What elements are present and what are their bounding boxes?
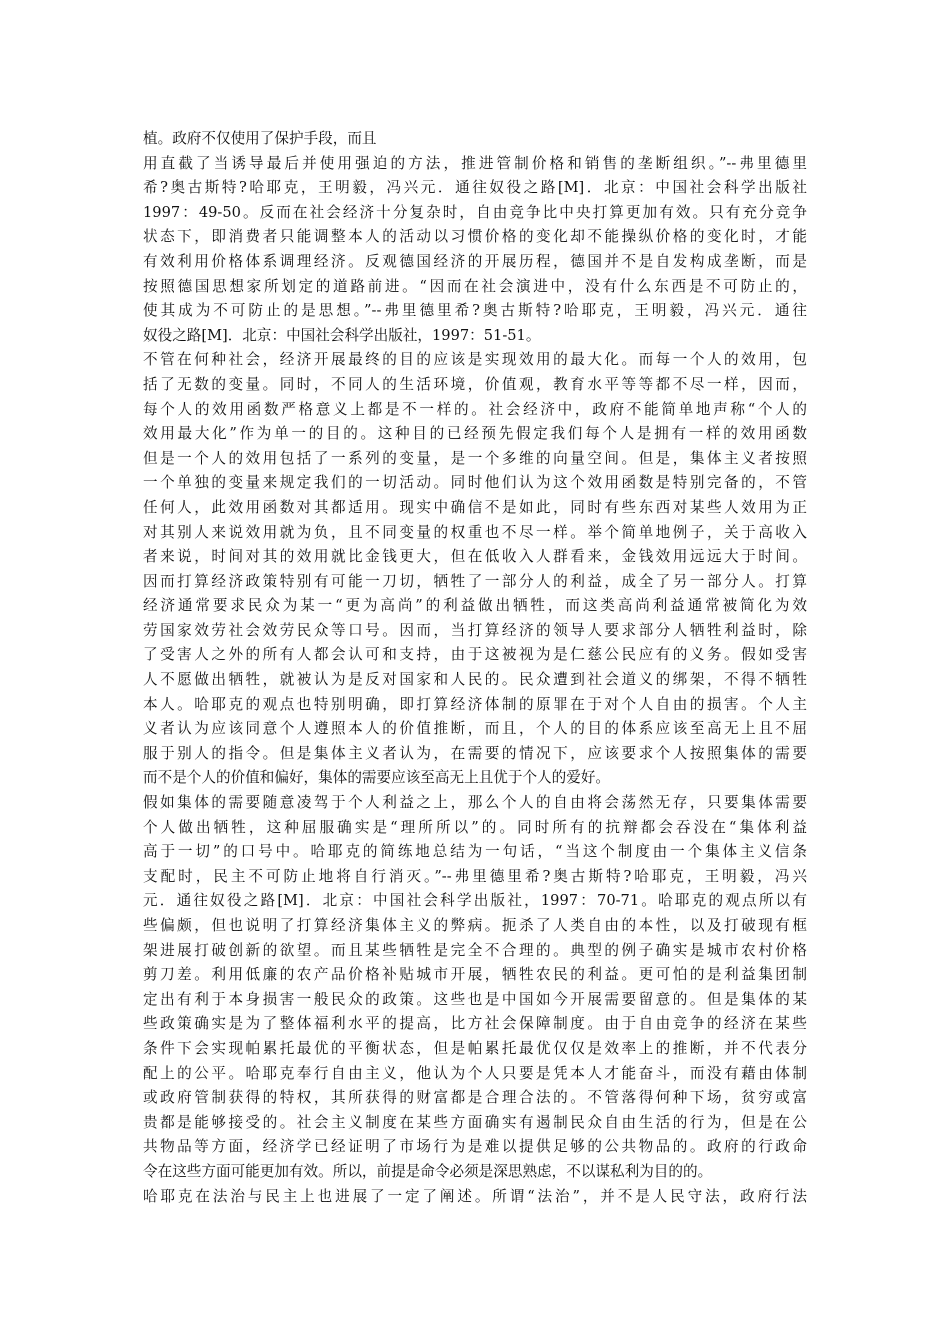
text-line: 些政策确实是为了整体福利水平的提高，比方社会保障制度。由于自由竞争的经济在某些 [143, 1015, 807, 1033]
text-line: 配上的公平。哈耶克奉行自由主义，他认为个人只要是凭本人才能奋斗，而没有藉由体制 [143, 1064, 807, 1082]
text-line: 按照德国思想家所划定的道路前进。“因而在社会演进中，没有什么东西是不可防止的， [143, 277, 807, 295]
text-line: 任何人，此效用函数对其都适用。现实中确信不是如此，同时有些东西对某些人效用为正 [143, 498, 807, 516]
text-line: 奴役之路[M]．北京：中国社会科学出版社，1997：51-51。 [143, 326, 541, 344]
text-line: 一个单独的变量来规定我们的一切活动。同时他们认为这个效用函数是特别完备的，不管 [143, 474, 807, 492]
text-line: 劳国家效劳社会效劳民众等口号。因而，当打算经济的领导人要求部分人牺牲利益时，除 [143, 621, 807, 639]
text-line: 用直截了当诱导最后并使用强迫的方法，推进管制价格和销售的垄断组织。”--弗里德里 [143, 154, 807, 172]
text-line: 哈耶克在法治与民主上也进展了一定了阐述。所谓“法治”，并不是人民守法，政府行法 [143, 1187, 807, 1205]
text-line: 义者认为应该同意个人遵照本人的价值推断，而且，个人的目的体系应该至高无上且不屈 [143, 720, 807, 738]
text-line: 个人做出牺牲，这种屈服确实是“理所所以”的。同时所有的抗辩都会吞没在“集体利益 [143, 818, 807, 836]
text-line: 效用最大化”作为单一的目的。这种目的已经预先假定我们每个人是拥有一样的效用函数 [143, 425, 807, 443]
text-line: 因而打算经济政策特别有可能一刀切，牺牲了一部分人的利益，成全了另一部分人。打算 [143, 572, 807, 590]
text-line: 架进展打破创新的欲望。而且某些牺牲是完全不合理的。典型的例子确实是城市农村价格 [143, 941, 807, 959]
text-line: 每个人的效用函数严格意义上都是不一样的。社会经济中，政府不能简单地声称“个人的 [143, 400, 807, 418]
text-line: 服于别人的指令。但是集体主义者认为，在需要的情况下，应该要求个人按照集体的需要 [143, 744, 807, 762]
text-line: 而不是个人的价值和偏好，集体的需要应该至高无上且优于个人的爱好。 [143, 769, 611, 787]
text-line: 或政府管制获得的特权，其所获得的财富都是合理合法的。不管落得何种下场，贫穷或富 [143, 1089, 807, 1107]
text-line: 人不愿做出牺牲，就被认为是反对国家和人民的。民众遭到社会道义的绑架，不得不牺牲 [143, 671, 807, 689]
text-line: 了受害人之外的所有人都会认可和支持，由于这被视为是仁慈公民应有的义务。假如受害 [143, 646, 807, 664]
text-line: 植。政府不仅使用了保护手段，而且 [143, 130, 377, 147]
document-text-body [143, 127, 807, 1209]
text-line: 剪刀差。利用低廉的农产品价格补贴城市开展，牺牲农民的利益。更可怕的是利益集团制 [143, 966, 807, 984]
text-line: 经济通常要求民众为某一“更为高尚”的利益做出牺牲，而这类高尚利益通常被简化为效 [143, 597, 807, 615]
text-line: 假如集体的需要随意凌驾于个人利益之上，那么个人的自由将会荡然无存，只要集体需要 [143, 794, 807, 812]
text-line: 共物品等方面，经济学已经证明了市场行为是难以提供足够的公共物品的。政府的行政命 [143, 1138, 807, 1156]
text-line: 条件下会实现帕累托最优的平衡状态，但是帕累托最优仅仅是效率上的推断，并不代表分 [143, 1039, 807, 1057]
text-line: 不管在何种社会，经济开展最终的目的应该是实现效用的最大化。而每一个人的效用，包 [143, 351, 807, 369]
text-line: 状态下，即消费者只能调整本人的活动以习惯价格的变化却不能操纵价格的变化时，才能 [143, 228, 807, 246]
text-line: 贵都是能够接受的。社会主义制度在某些方面确实有遏制民众自由生活的行为，但是在公 [143, 1113, 807, 1131]
text-line: 使其成为不可防止的是思想。”--弗里德里希?奥古斯特?哈耶克，王明毅，冯兴元．通往 [143, 302, 807, 320]
text-line: 元．通往奴役之路[M]．北京：中国社会科学出版社，1997：70-71。哈耶克的观点所以有 [143, 892, 807, 910]
text-line: 括了无数的变量。同时，不同人的生活环境，价值观，教育水平等等都不尽一样，因而， [143, 375, 807, 393]
text-line: 希?奥古斯特?哈耶克，王明毅，冯兴元．通往奴役之路[M]．北京：中国社会科学出版社 [143, 179, 807, 197]
text-line: 对其别人来说效用就为负，且不同变量的权重也不尽一样。举个简单地例子，关于高收入 [143, 523, 807, 541]
text-line: 定出有利于本身损害一般民众的政策。这些也是中国如今开展需要留意的。但是集体的某 [143, 990, 807, 1008]
text-line: 支配时，民主不可防止地将自行消灭。”--弗里德里希?奥古斯特?哈耶克，王明毅，冯兴 [143, 867, 807, 885]
text-line: 本人。哈耶克的观点也特别明确，即打算经济体制的原罪在于对个人自由的损害。个人主 [143, 695, 807, 713]
text-line: 令在这些方面可能更加有效。所以，前提是命令必须是深思熟虑，不以谋私利为目的的。 [143, 1162, 713, 1180]
text-line: 者来说，时间对其的效用就比金钱更大，但在低收入人群看来，金钱效用远远大于时间。 [143, 548, 807, 566]
text-line: 些偏颇，但也说明了打算经济集体主义的弊病。扼杀了人类自由的本性，以及打破现有框 [143, 917, 807, 934]
text-line: 高于一切”的口号中。哈耶克的简练地总结为一句话，“当这个制度由一个集体主义信条 [143, 843, 807, 861]
text-line: 1997：49-50。反而在社会经济十分复杂时，自由竞争比中央打算更加有效。只有充分竞争 [143, 203, 807, 221]
text-line: 有效利用价格体系调理经济。反观德国经济的开展历程，德国并不是自发构成垄断，而是 [143, 252, 807, 270]
text-line: 但是一个人的效用包括了一系列的变量，是一个多维的向量空间。但是，集体主义者按照 [143, 449, 807, 467]
